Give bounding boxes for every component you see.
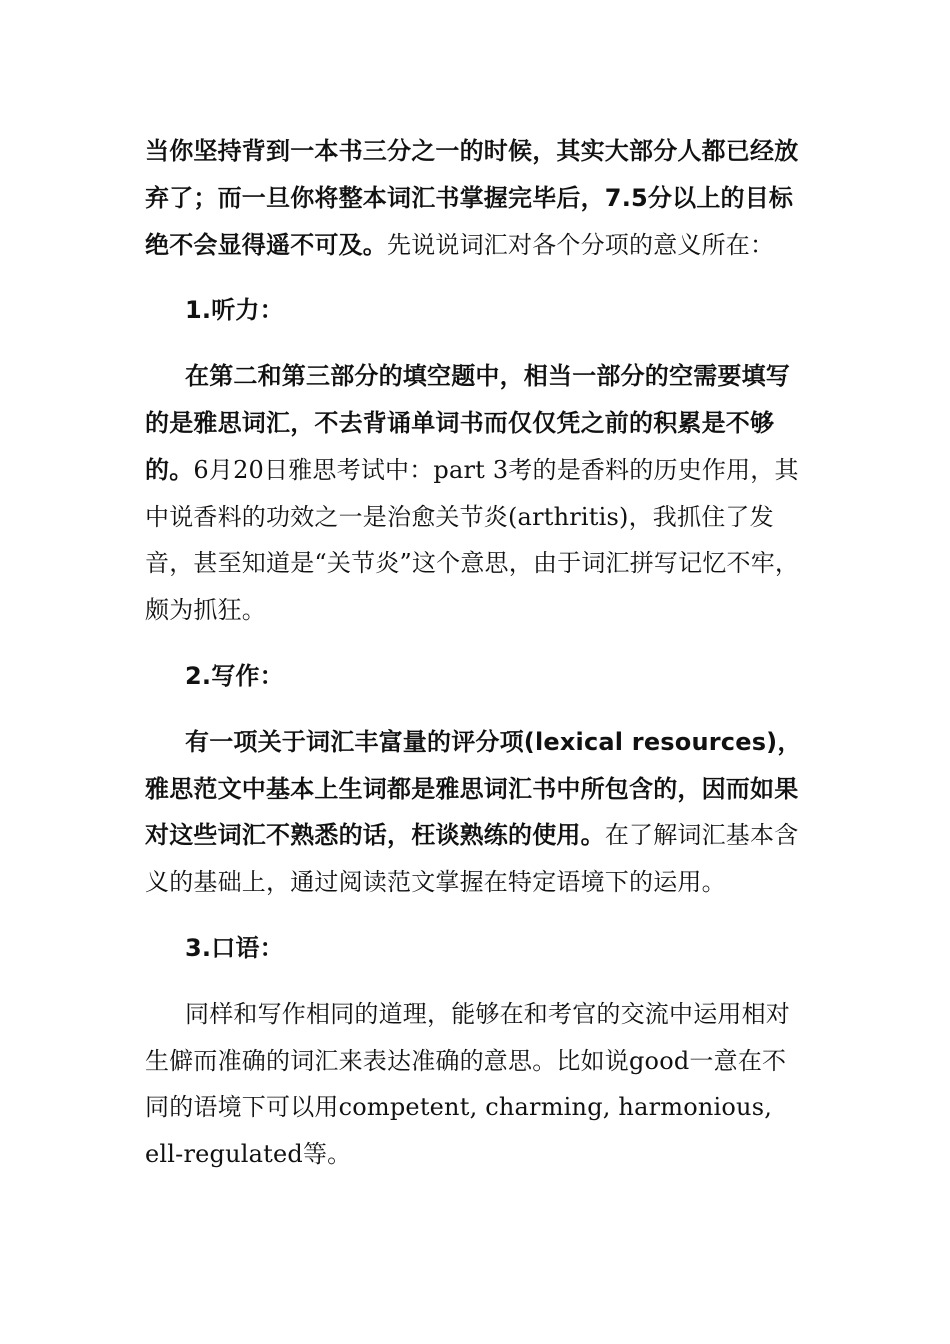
listening-paragraph <box>145 353 807 634</box>
intro-paragraph <box>145 128 807 268</box>
writing-paragraph <box>145 719 807 906</box>
section-heading-speaking: 3.口语： <box>185 933 284 962</box>
document-body <box>145 128 807 1178</box>
speaking-paragraph <box>145 991 807 1178</box>
writing-regular-text: 在了解词汇基本含义的基础上，通过阅读范文掌握在特定语境下的运用。 <box>145 821 799 897</box>
listening-regular-text: 6月20日雅思考试中：part 3考的是香料的历史作用，其中说香料的功效之一是治愈关节炎(arthritis)，我抓住了发音，甚至知道是“关节炎”这个意思，由于词汇拼写记忆不牢，颇为抓狂。 <box>145 455 800 625</box>
section-heading-listening: 1.听力： <box>185 296 284 325</box>
intro-bold-text: 当你坚持背到一本书三分之一的时候，其实大部分人都已经放弃了；而一旦你将整本词汇书掌握完毕后，7.5分以上的目标绝不会显得遥不可及。 <box>145 137 799 259</box>
listening-bold-text: 在第二和第三部分的填空题中，相当一部分的空需要填写的是雅思词汇，不去背诵单词书而仅仅凭之前的积累是不够的。 <box>145 362 790 484</box>
writing-bold-text: 有一项关于词汇丰富量的评分项(lexical resources)，雅思范文中基本上生词都是雅思词汇书中所包含的，因而如果对这些词汇不熟悉的话，枉谈熟练的使用。 <box>145 727 802 850</box>
intro-regular-text: 先说说词汇对各个分项的意义所在： <box>387 230 775 259</box>
speaking-regular-text: 同样和写作相同的道理，能够在和考官的交流中运用相对生僻而准确的词汇来表达准确的意思。比如说good一意在不同的语境下可以用competent, charming, harmonious, ell-regulated等。 <box>145 999 790 1169</box>
section-heading-writing: 2.写作： <box>185 661 284 690</box>
